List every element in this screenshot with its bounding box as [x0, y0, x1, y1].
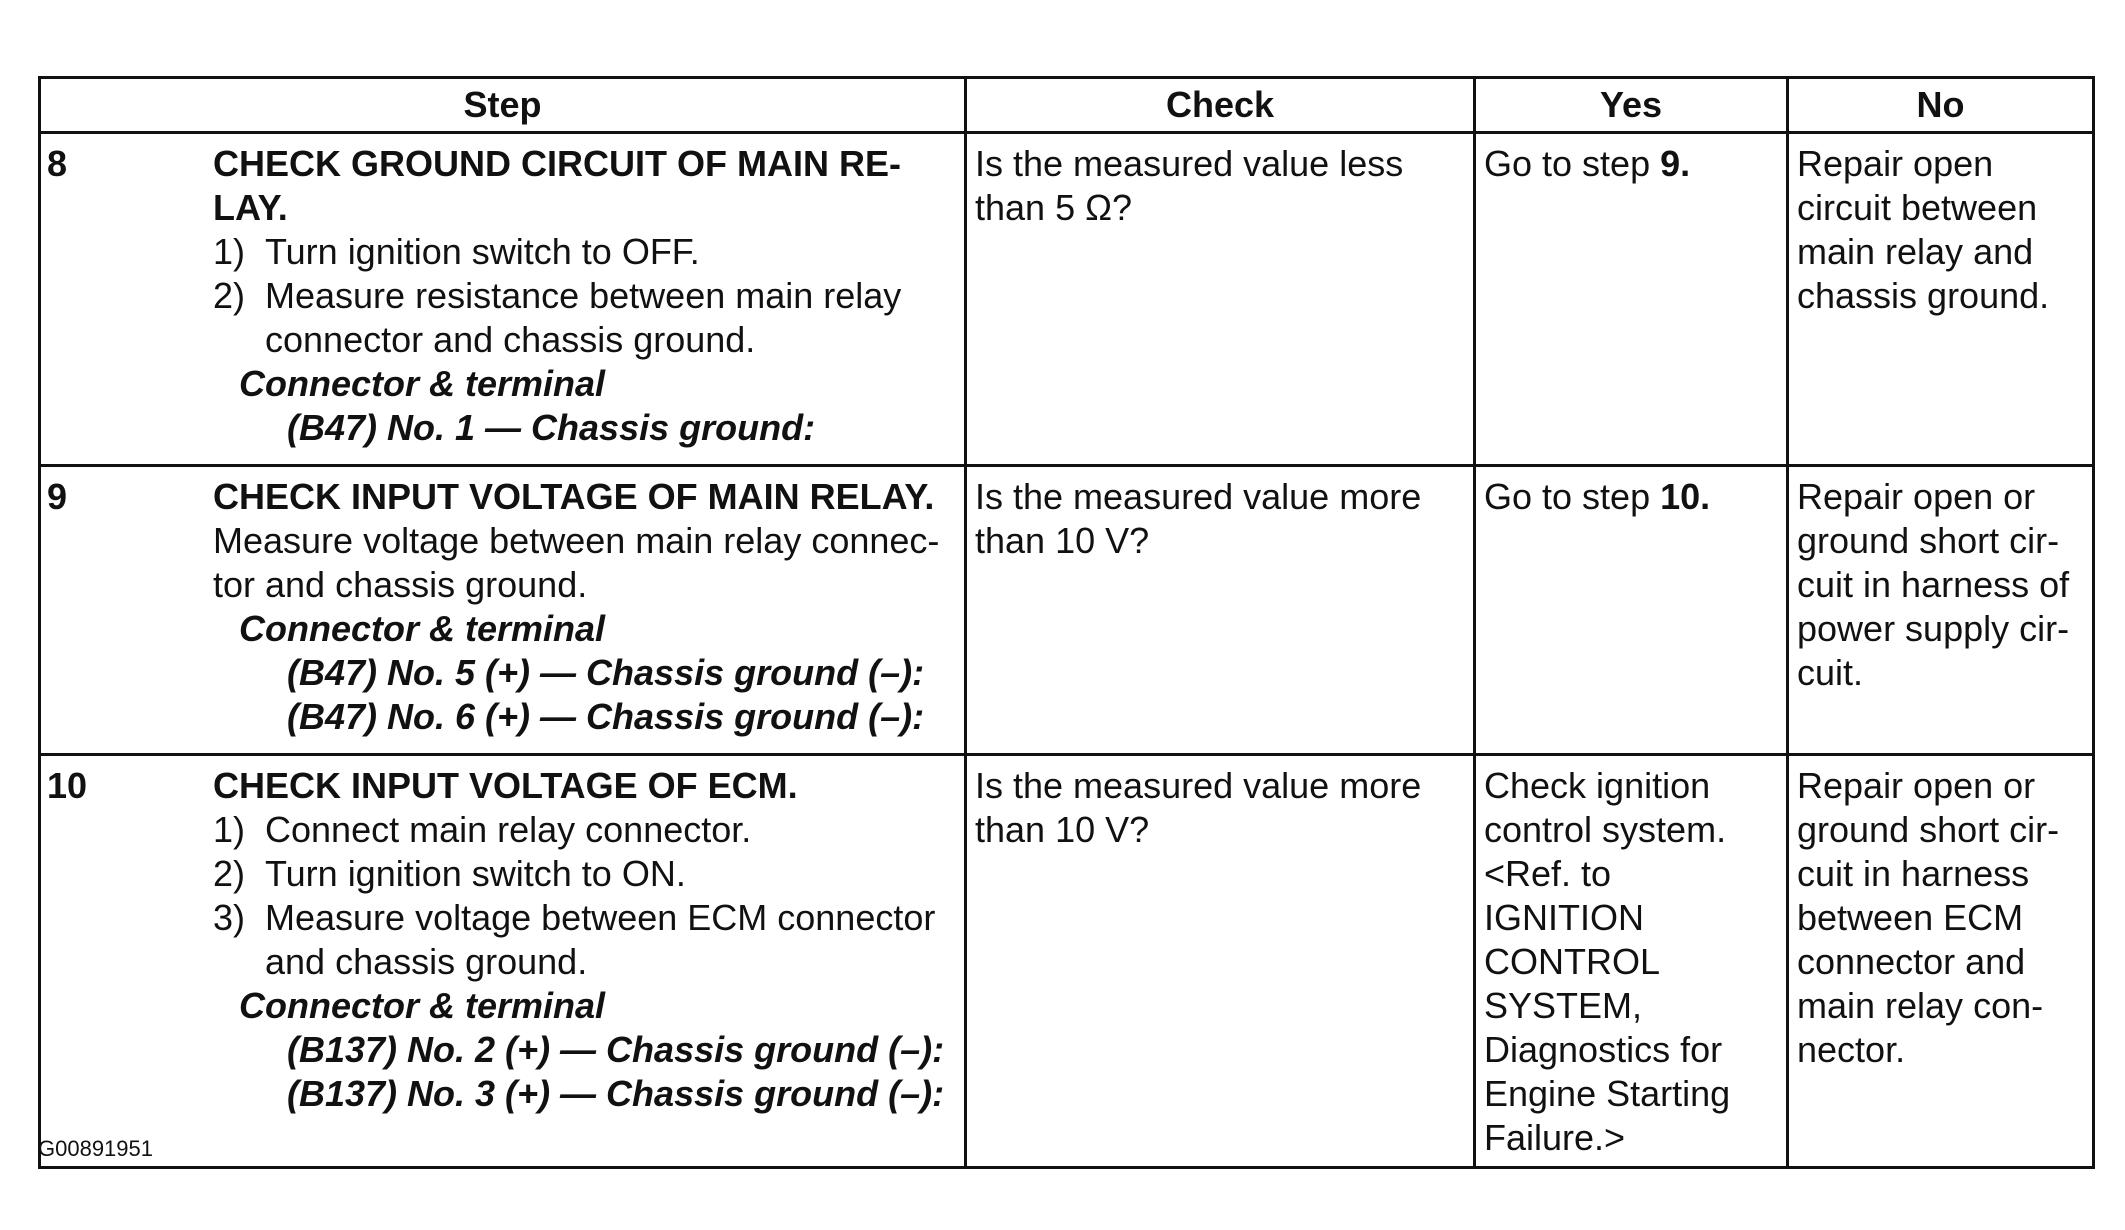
- table-row: [40, 466, 2094, 755]
- connector-label: Connector & terminal: [239, 608, 606, 649]
- list-item: [213, 274, 952, 362]
- yes-cell: Check ignition control system. <Ref. to IGNITION CONTROL SYSTEM, Diagnostics for Engine Starting Failure.>: [1475, 755, 1788, 1168]
- connector-label: Connector & terminal: [239, 363, 606, 404]
- list-item-number: 1): [213, 231, 246, 272]
- yes-step-ref: 10.: [1660, 476, 1711, 517]
- connector-value: (B47) No. 5 (+) — Chassis ground (–):: [287, 652, 925, 693]
- list-item-text: Connect main relay connector.: [265, 809, 752, 850]
- yes-cell: [1475, 466, 1788, 755]
- connector-value: (B137) No. 2 (+) — Chassis ground (–):: [287, 1029, 945, 1070]
- diagnostic-table: [38, 76, 2095, 1169]
- no-cell: Repair open or ground short cir-cuit in harness between ECM connector and main relay con-nector.: [1788, 755, 2094, 1168]
- step-title: CHECK GROUND CIRCUIT OF MAIN RE-LAY.: [213, 143, 901, 228]
- check-cell: Is the measured value more than 10 V?: [966, 466, 1475, 755]
- header-no: No: [1788, 78, 2094, 133]
- list-item: [213, 852, 952, 896]
- no-cell: Repair open or ground short cir-cuit in harness of power supply cir-cuit.: [1788, 466, 2094, 755]
- step-number: 8: [47, 143, 68, 184]
- check-cell: Is the measured value more than 10 V?: [966, 755, 1475, 1168]
- check-cell: Is the measured value less than 5 Ω?: [966, 133, 1475, 466]
- header-row: [40, 78, 2094, 133]
- list-item: [213, 230, 952, 274]
- yes-step-ref: 9.: [1660, 143, 1691, 184]
- header-yes: Yes: [1475, 78, 1788, 133]
- step-title: CHECK INPUT VOLTAGE OF MAIN RELAY.: [213, 476, 935, 517]
- step-cell: [40, 755, 966, 1168]
- list-item: [213, 808, 952, 852]
- list-item-text: Turn ignition switch to ON.: [265, 853, 686, 894]
- header-check: Check: [966, 78, 1475, 133]
- connector-label: Connector & terminal: [239, 985, 606, 1026]
- header-step: Step: [40, 78, 966, 133]
- list-item-number: 3): [213, 897, 246, 938]
- step-cell: [40, 466, 966, 755]
- list-item-text: Turn ignition switch to OFF.: [265, 231, 700, 272]
- step-number: 9: [47, 476, 68, 517]
- step-title: CHECK INPUT VOLTAGE OF ECM.: [213, 765, 798, 806]
- list-item-number: 2): [213, 853, 246, 894]
- list-item-number: 1): [213, 809, 246, 850]
- list-item-text: Measure voltage between ECM connector and chassis ground.: [265, 897, 936, 982]
- table-row: [40, 133, 2094, 466]
- table-row: [40, 755, 2094, 1168]
- yes-text: Go to step: [1484, 476, 1651, 517]
- list-item-text: Measure resistance between main relay connector and chassis ground.: [265, 275, 902, 360]
- list-item: [213, 896, 952, 984]
- yes-text: Go to step: [1484, 143, 1651, 184]
- connector-value: (B47) No. 1 — Chassis ground:: [287, 407, 816, 448]
- figure-code: G00891951: [38, 1136, 153, 1161]
- list-item-number: 2): [213, 275, 246, 316]
- step-number: 10: [47, 765, 88, 806]
- connector-value: (B137) No. 3 (+) — Chassis ground (–):: [287, 1073, 945, 1114]
- step-instruction: Measure voltage between main relay connec-tor and chassis ground.: [213, 520, 940, 605]
- connector-value: (B47) No. 6 (+) — Chassis ground (–):: [287, 696, 925, 737]
- step-cell: [40, 133, 966, 466]
- yes-cell: [1475, 133, 1788, 466]
- no-cell: Repair open circuit between main relay and chassis ground.: [1788, 133, 2094, 466]
